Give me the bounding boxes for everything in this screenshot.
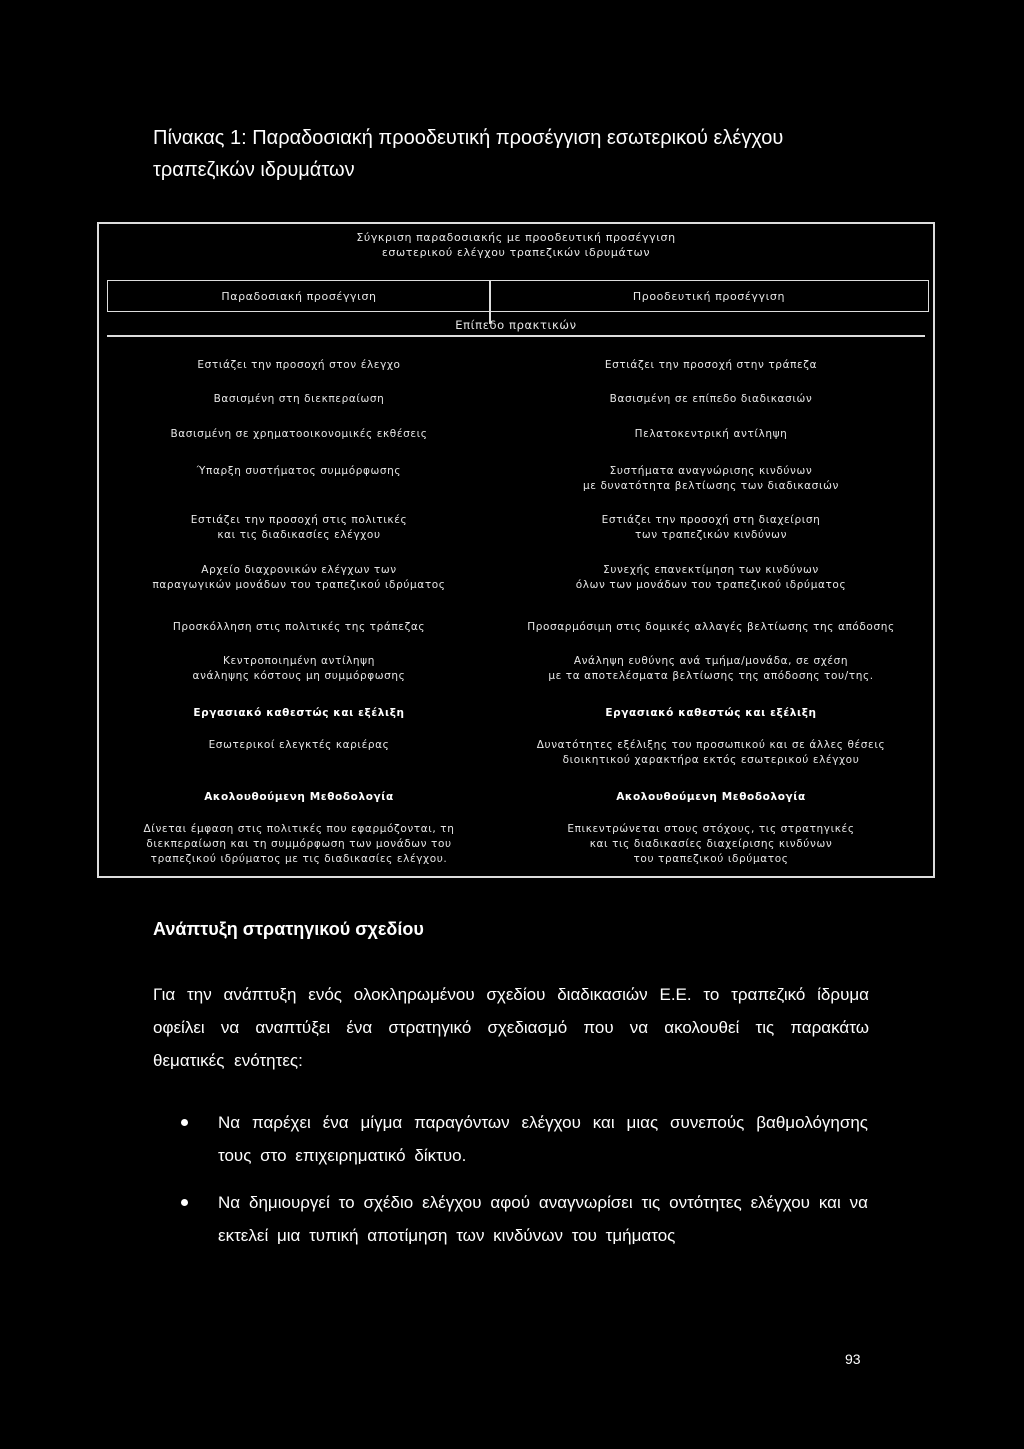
cell-line: Προσαρμόσιμη στις δομικές αλλαγές βελτίωσης της απόδοσης xyxy=(527,621,895,633)
cell-line: Προσκόλληση στις πολιτικές της τράπεζας xyxy=(172,621,426,633)
cell-line: Κεντροποιημένη αντίληψη xyxy=(223,655,375,667)
cell-line: Εργασιακό καθεστώς και εξέλιξη xyxy=(193,707,405,719)
cell-line: Βασισμένη σε επίπεδο διαδικασιών xyxy=(609,393,813,405)
cell-line: Ακολουθούμενη Μεθοδολογία xyxy=(204,791,394,803)
table-title xyxy=(99,230,933,260)
intro-paragraph: Για την ανάπτυξη ενός ολοκληρωμένου σχεδίου διαδικασιών Ε.Ε. το τραπεζικό ίδρυμα οφείλει να αναπτύξει ένα στρατηγικό σχεδιασμό που να ακολουθεί τις παρακάτω θεματικές ενότητες: xyxy=(153,985,869,1070)
table-row xyxy=(99,464,933,494)
cell-line: με τα αποτελέσματα βελτίωσης της απόδοσης του/της. xyxy=(548,670,874,682)
progressive-cell xyxy=(491,563,931,593)
cell-line: και τις διαδικασίες ελέγχου xyxy=(217,529,381,541)
cell-line: Εστιάζει την προσοχή στη διαχείριση xyxy=(601,514,821,526)
cell-line: ανάληψης κόστους μη συμμόρφωσης xyxy=(192,670,406,682)
progressive-cell xyxy=(491,822,931,867)
cell-line: των τραπεζικών κινδύνων xyxy=(634,529,788,541)
cell-line: Εσωτερικοί ελεγκτές καριέρας xyxy=(208,739,390,751)
cell-line: Εστιάζει την προσοχή στην τράπεζα xyxy=(604,359,818,371)
table-row xyxy=(99,706,933,721)
table-row xyxy=(99,392,933,407)
traditional-cell xyxy=(107,706,491,721)
cell-line: Εστιάζει την προσοχή στις πολιτικές xyxy=(190,514,408,526)
progressive-cell xyxy=(491,392,931,407)
cell-line: Δυνατότητες εξέλιξης του προσωπικού και σε άλλες θέσεις xyxy=(536,739,886,751)
cell-line: διοικητικού χαρακτήρα εκτός εσωτερικού ελέγχου xyxy=(562,754,860,766)
progressive-cell xyxy=(491,427,931,442)
caption-line-1: Πίνακας 1: Παραδοσιακή προοδευτική προσέγγιση εσωτερικού ελέγχου xyxy=(153,127,784,149)
table-row xyxy=(99,513,933,543)
comparison-table xyxy=(97,222,935,878)
bullet-item xyxy=(178,1106,868,1172)
section-heading: Ανάπτυξη στρατηγικού σχεδίου xyxy=(153,919,424,939)
traditional-cell xyxy=(107,358,491,373)
cell-line: όλων των μονάδων του τραπεζικού ιδρύματος xyxy=(575,579,847,591)
progressive-cell xyxy=(491,513,931,543)
progressive-cell xyxy=(491,738,931,768)
table-title-line-2: εσωτερικού ελέγχου τραπεζικών ιδρυμάτων xyxy=(381,246,651,259)
progressive-cell xyxy=(491,358,931,373)
traditional-cell xyxy=(107,464,491,494)
table-row xyxy=(99,654,933,684)
bullet-list xyxy=(178,1106,868,1266)
progressive-cell xyxy=(491,464,931,494)
bullet-dot-icon xyxy=(181,1199,188,1206)
cell-line: Αρχείο διαχρονικών ελέγχων των xyxy=(201,564,397,576)
cell-line: παραγωγικών μονάδων του τραπεζικού ιδρύματος xyxy=(152,579,446,591)
cell-line: Συνεχής επανεκτίμηση των κινδύνων xyxy=(603,564,819,576)
table-row xyxy=(99,427,933,442)
cell-line: Ανάληψη ευθύνης ανά τμήμα/μονάδα, σε σχέση xyxy=(573,655,849,667)
progressive-cell xyxy=(491,620,931,635)
table-caption xyxy=(153,122,893,186)
traditional-cell xyxy=(107,513,491,543)
traditional-cell xyxy=(107,427,491,442)
table-row xyxy=(99,822,933,867)
table-row xyxy=(99,620,933,635)
cell-line: Εστιάζει την προσοχή στον έλεγχο xyxy=(197,359,401,371)
cell-line: Ύπαρξη συστήματος συμμόρφωσης xyxy=(196,465,402,477)
cell-line: Συστήματα αναγνώρισης κινδύνων xyxy=(609,465,813,477)
cell-line: Πελατοκεντρική αντίληψη xyxy=(634,428,788,440)
bullet-item xyxy=(178,1186,868,1252)
table-row xyxy=(99,563,933,593)
traditional-cell xyxy=(107,563,491,593)
cell-line: και τις διαδικασίες διαχείρισης κινδύνων xyxy=(589,838,833,850)
traditional-cell xyxy=(107,392,491,407)
table-row xyxy=(99,790,933,805)
caption-line-2: τραπεζικών ιδρυμάτων xyxy=(153,159,355,181)
traditional-cell xyxy=(107,738,491,768)
cell-line: Εργασιακό καθεστώς και εξέλιξη xyxy=(605,707,817,719)
table-row xyxy=(99,358,933,373)
cell-line: Δίνεται έμφαση στις πολιτικές που εφαρμόζονται, τη xyxy=(143,823,455,835)
traditional-cell xyxy=(107,654,491,684)
cell-line: με δυνατότητα βελτίωσης των διαδικασιών xyxy=(583,480,839,492)
column-header-traditional: Παραδοσιακή προσέγγιση xyxy=(107,280,491,312)
cell-line: Βασισμένη σε χρηματοοικονομικές εκθέσεις xyxy=(170,428,428,440)
bullet-text: Να παρέχει ένα μίγμα παραγόντων ελέγχου και μιας συνεπούς βαθμολόγησης τους στο επιχειρηματικό δίκτυο. xyxy=(218,1113,868,1165)
cell-line: τραπεζικού ιδρύματος με τις διαδικασίες ελέγχου. xyxy=(150,853,448,865)
cell-line: του τραπεζικού ιδρύματος xyxy=(633,853,789,865)
table-title-line-1: Σύγκριση παραδοσιακής με προοδευτική προσέγγιση xyxy=(356,231,676,244)
table-divider xyxy=(107,335,925,337)
bullet-dot-icon xyxy=(181,1119,188,1126)
traditional-cell xyxy=(107,822,491,867)
traditional-cell xyxy=(107,620,491,635)
practice-level-label: Επίπεδο πρακτικών xyxy=(455,318,577,332)
cell-line: Ακολουθούμενη Μεθοδολογία xyxy=(616,791,806,803)
cell-line: διεκπεραίωση και τη συμμόρφωση των μονάδων του xyxy=(146,838,452,850)
cell-line: Επικεντρώνεται στους στόχους, τις στρατηγικές xyxy=(567,823,855,835)
progressive-cell xyxy=(491,654,931,684)
cell-line: Βασισμένη στη διεκπεραίωση xyxy=(213,393,385,405)
page-number: 93 xyxy=(845,1351,861,1367)
table-row xyxy=(99,738,933,768)
progressive-cell xyxy=(491,706,931,721)
traditional-cell xyxy=(107,790,491,805)
progressive-cell xyxy=(491,790,931,805)
bullet-text: Να δημιουργεί το σχέδιο ελέγχου αφού αναγνωρίσει τις οντότητες ελέγχου και να εκτελεί μια τυπική αποτίμηση των κινδύνων του τμήματος xyxy=(218,1193,868,1245)
column-header-progressive: Προοδευτική προσέγγιση xyxy=(489,280,929,312)
